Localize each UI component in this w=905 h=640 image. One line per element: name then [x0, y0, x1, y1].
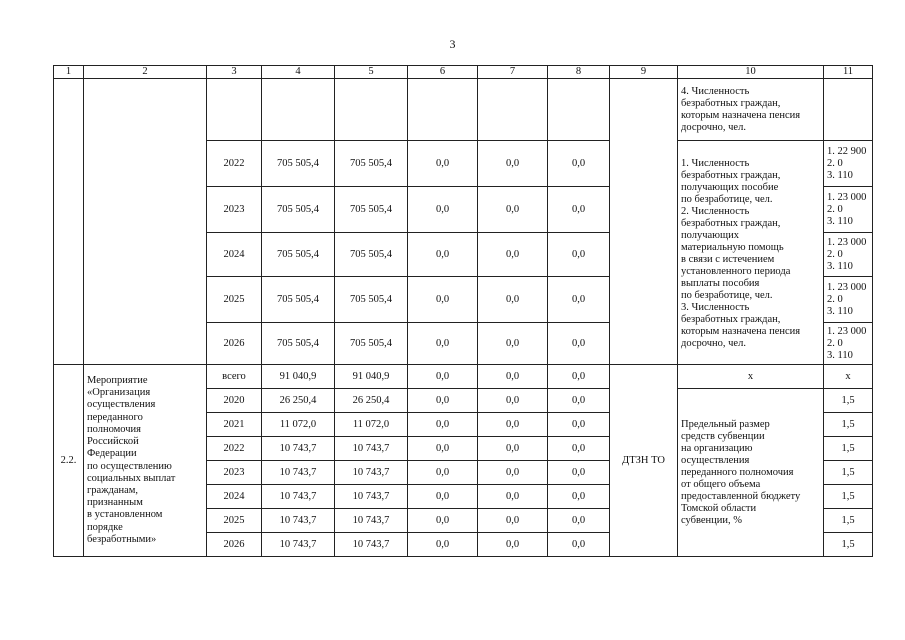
- indicator-text: Предельный размер средств субвенции на организацию осуществления переданного полномочия от общего объема предоставленной бюджету Томской области субвенции, %: [678, 389, 824, 557]
- year-cell: 2024: [207, 233, 262, 277]
- amount-cell: 0,0: [548, 461, 610, 485]
- value-cell: 1,5: [824, 413, 873, 437]
- year-cell: 2026: [207, 533, 262, 557]
- indicator-values: 1. 23 000 2. 0 3. 110: [824, 187, 873, 233]
- column-number: 6: [408, 66, 478, 79]
- year-cell: 2022: [207, 437, 262, 461]
- amount-cell: 0,0: [548, 413, 610, 437]
- amount-cell: 91 040,9: [262, 365, 335, 389]
- amount-cell: 705 505,4: [262, 277, 335, 323]
- amount-cell: 10 743,7: [262, 509, 335, 533]
- amount-cell: 10 743,7: [335, 533, 408, 557]
- amount-cell: 0,0: [408, 323, 478, 365]
- amount-cell: 0,0: [548, 277, 610, 323]
- amount-cell: 0,0: [478, 365, 548, 389]
- amount-cell: 10 743,7: [262, 533, 335, 557]
- year-cell: 2023: [207, 461, 262, 485]
- amount-cell: 0,0: [548, 187, 610, 233]
- column-numbers-row: [54, 66, 873, 79]
- column-number: 4: [262, 66, 335, 79]
- indicator-text: 4. Численность безработных граждан, которым назначена пенсия досрочно, чел.: [678, 79, 824, 141]
- column-number: 11: [824, 66, 873, 79]
- amount-cell: 0,0: [478, 323, 548, 365]
- amount-cell: 705 505,4: [335, 277, 408, 323]
- amount-cell: 0,0: [478, 233, 548, 277]
- amount-cell: 10 743,7: [335, 461, 408, 485]
- amount-cell: 705 505,4: [262, 187, 335, 233]
- amount-cell: 705 505,4: [335, 187, 408, 233]
- amount-cell: 10 743,7: [262, 437, 335, 461]
- column-number: 2: [84, 66, 207, 79]
- year-cell: 2021: [207, 413, 262, 437]
- amount-cell: 0,0: [548, 533, 610, 557]
- amount-cell: 705 505,4: [335, 141, 408, 187]
- amount-cell: 0,0: [478, 277, 548, 323]
- column-number: 3: [207, 66, 262, 79]
- amount-cell: 0,0: [478, 533, 548, 557]
- table-row: [54, 365, 873, 389]
- amount-cell: 0,0: [408, 187, 478, 233]
- empty-cell: [84, 79, 207, 365]
- amount-cell: 0,0: [408, 277, 478, 323]
- indicator-cell: х: [678, 365, 824, 389]
- year-cell: 2026: [207, 323, 262, 365]
- column-number: 5: [335, 66, 408, 79]
- amount-cell: 0,0: [548, 485, 610, 509]
- amount-cell: 0,0: [478, 141, 548, 187]
- amount-cell: 0,0: [408, 437, 478, 461]
- amount-cell: 10 743,7: [335, 485, 408, 509]
- year-cell: всего: [207, 365, 262, 389]
- amount-cell: 11 072,0: [262, 413, 335, 437]
- amount-cell: 0,0: [548, 233, 610, 277]
- year-cell: 2025: [207, 509, 262, 533]
- amount-cell: 0,0: [548, 365, 610, 389]
- page-number: 3: [449, 37, 456, 51]
- amount-cell: 0,0: [408, 485, 478, 509]
- amount-cell: 26 250,4: [335, 389, 408, 413]
- year-cell: 2020: [207, 389, 262, 413]
- value-cell: 1,5: [824, 485, 873, 509]
- amount-cell: 705 505,4: [262, 141, 335, 187]
- section-number: 2.2.: [54, 365, 84, 557]
- amount-cell: 0,0: [548, 437, 610, 461]
- program-table: [53, 65, 873, 557]
- indicator-values: 1. 23 000 2. 0 3. 110: [824, 233, 873, 277]
- amount-cell: 0,0: [548, 141, 610, 187]
- year-cell: 2023: [207, 187, 262, 233]
- indicator-values: 1. 22 900 2. 0 3. 110: [824, 141, 873, 187]
- value-cell: 1,5: [824, 437, 873, 461]
- value-cell: 1,5: [824, 533, 873, 557]
- amount-cell: 0,0: [408, 233, 478, 277]
- empty-cell: [207, 79, 262, 141]
- value-cell: 1,5: [824, 509, 873, 533]
- amount-cell: 0,0: [548, 389, 610, 413]
- amount-cell: 0,0: [408, 509, 478, 533]
- column-number: 8: [548, 66, 610, 79]
- empty-cell: [262, 79, 335, 141]
- amount-cell: 0,0: [408, 533, 478, 557]
- amount-cell: 0,0: [548, 509, 610, 533]
- amount-cell: 10 743,7: [262, 461, 335, 485]
- amount-cell: 705 505,4: [335, 233, 408, 277]
- amount-cell: 705 505,4: [335, 323, 408, 365]
- amount-cell: 26 250,4: [262, 389, 335, 413]
- value-cell: 1,5: [824, 461, 873, 485]
- amount-cell: 0,0: [478, 485, 548, 509]
- activity-name: Мероприятие «Организация осуществления переданного полномочия Российской Федерации по осуществлению социальных выплат гражданам, признанным в установленном порядке безработными»: [84, 365, 207, 557]
- amount-cell: 705 505,4: [262, 233, 335, 277]
- column-number: 10: [678, 66, 824, 79]
- indicator-values: 1. 23 000 2. 0 3. 110: [824, 323, 873, 365]
- empty-cell: [824, 79, 873, 141]
- amount-cell: 11 072,0: [335, 413, 408, 437]
- executor-cell: ДТЗН ТО: [610, 365, 678, 557]
- value-cell: х: [824, 365, 873, 389]
- empty-cell: [610, 79, 678, 365]
- indicators-text: 1. Численность безработных граждан, получающих пособие по безработице, чел. 2. Численность безработных граждан, получающих материальную помощь в связи с истечением установленного периода выплаты пособия по безработице, чел. 3. Численность безработных граждан, которым назначена пенсия досрочно, чел.: [678, 141, 824, 365]
- empty-cell: [548, 79, 610, 141]
- amount-cell: 0,0: [408, 365, 478, 389]
- column-number: 1: [54, 66, 84, 79]
- empty-cell: [335, 79, 408, 141]
- amount-cell: 0,0: [408, 389, 478, 413]
- empty-cell: [478, 79, 548, 141]
- amount-cell: 0,0: [478, 413, 548, 437]
- year-cell: 2022: [207, 141, 262, 187]
- amount-cell: 0,0: [478, 461, 548, 485]
- amount-cell: 0,0: [478, 437, 548, 461]
- amount-cell: 0,0: [478, 187, 548, 233]
- year-cell: 2025: [207, 277, 262, 323]
- empty-cell: [408, 79, 478, 141]
- amount-cell: 10 743,7: [262, 485, 335, 509]
- indicator-values: 1. 23 000 2. 0 3. 110: [824, 277, 873, 323]
- amount-cell: 0,0: [478, 509, 548, 533]
- amount-cell: 0,0: [478, 389, 548, 413]
- amount-cell: 0,0: [548, 323, 610, 365]
- amount-cell: 0,0: [408, 413, 478, 437]
- year-cell: 2024: [207, 485, 262, 509]
- amount-cell: 10 743,7: [335, 509, 408, 533]
- table-row: [54, 79, 873, 141]
- amount-cell: 705 505,4: [262, 323, 335, 365]
- amount-cell: 0,0: [408, 141, 478, 187]
- amount-cell: 10 743,7: [335, 437, 408, 461]
- column-number: 7: [478, 66, 548, 79]
- amount-cell: 91 040,9: [335, 365, 408, 389]
- column-number: 9: [610, 66, 678, 79]
- amount-cell: 0,0: [408, 461, 478, 485]
- value-cell: 1,5: [824, 389, 873, 413]
- empty-cell: [54, 79, 84, 365]
